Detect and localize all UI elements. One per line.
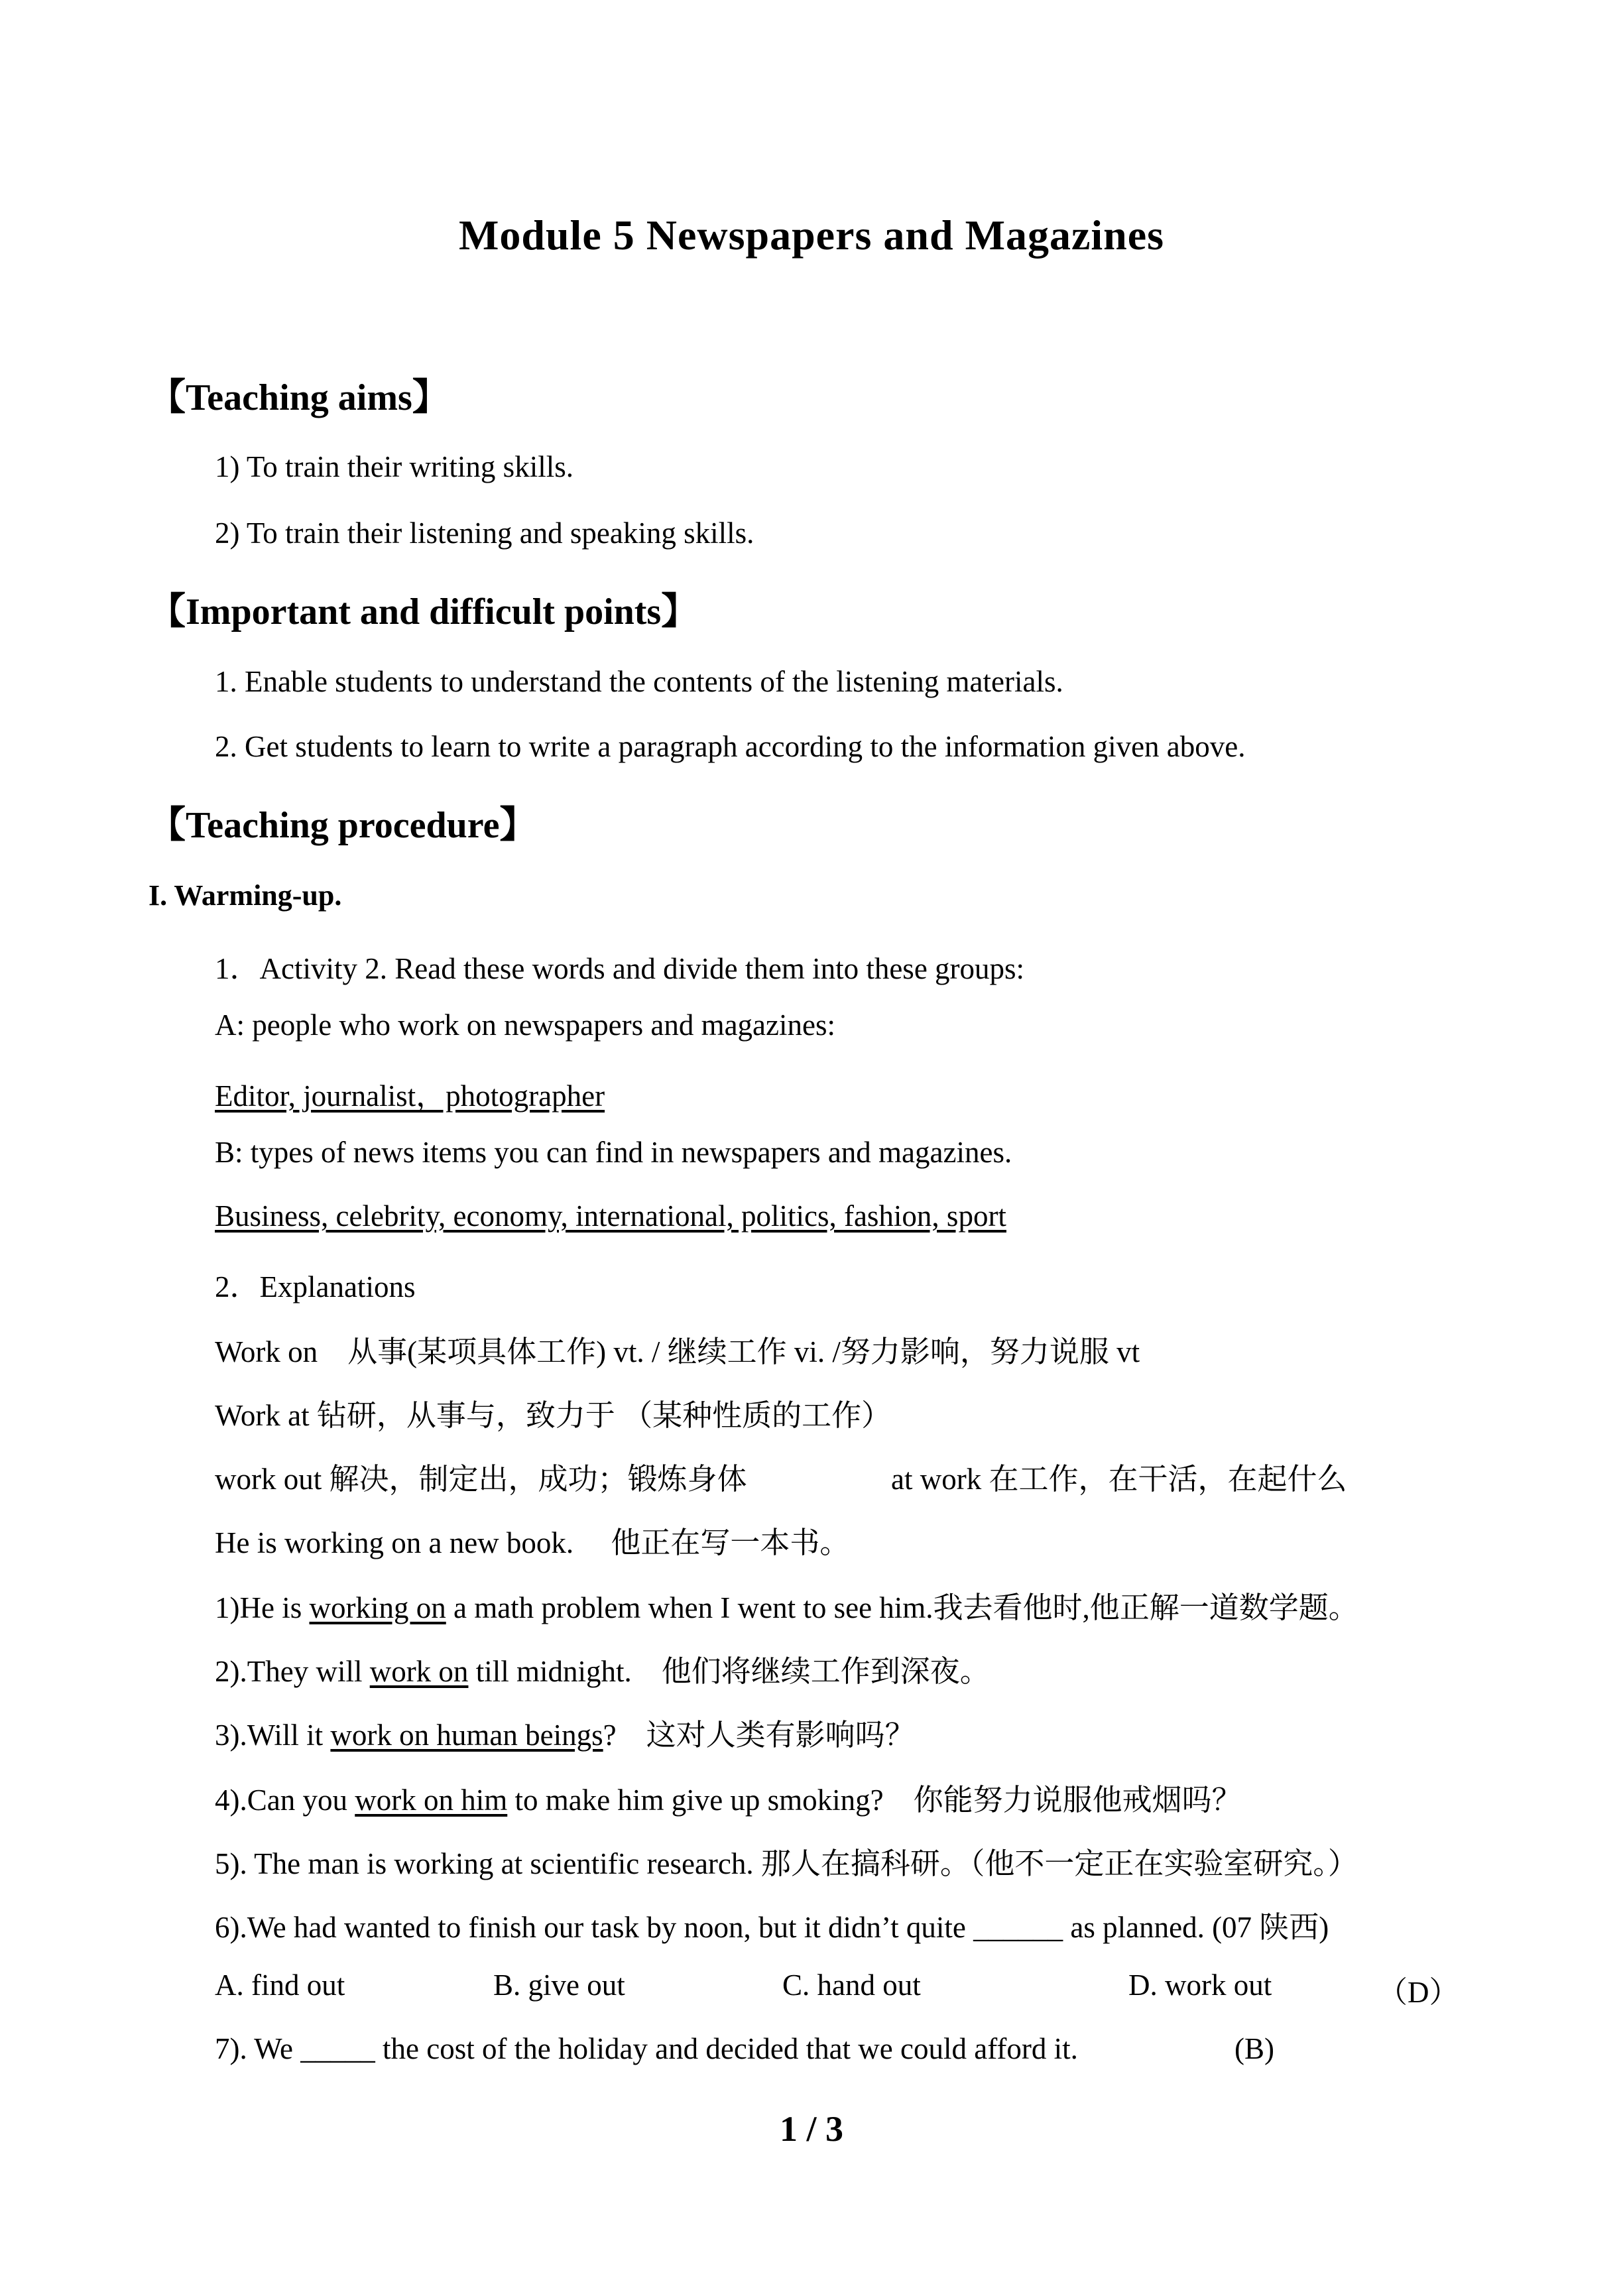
warming-up-heading: I. Warming-up. xyxy=(149,879,342,912)
example-5: 5). The man is working at scientific research. 那人在搞科研。（他不一定正在实验室研究。） xyxy=(215,1847,1358,1880)
answer-7: (B) xyxy=(1234,2032,1274,2065)
teaching-procedure-heading: 【Teaching procedure】 xyxy=(149,805,537,846)
teaching-aims-heading: 【Teaching aims】 xyxy=(149,377,450,418)
explanation-example: He is working on a new book. 他正在写一本书。 xyxy=(215,1526,850,1559)
explanation-work-out: work out 解决，制定出，成功；锻炼身体 xyxy=(215,1463,747,1496)
explanation-work-at: Work at 钻研，从事与，致力于 （某种性质的工作） xyxy=(215,1399,892,1432)
option-d: D. work out xyxy=(1128,1968,1272,2002)
explanations-heading: 2．Explanations xyxy=(215,1270,416,1303)
example-6: 6).We had wanted to finish our task by noon, but it didn’t quite ______ as planned. (07 陕西) xyxy=(215,1911,1329,1944)
point-item-2: 2. Get students to learn to write a paragraph according to the information given above. xyxy=(215,730,1246,763)
answer-6: （D） xyxy=(1378,1976,1459,2009)
group-a-words: Editor, journalist，photographer xyxy=(215,1079,605,1113)
example-7: 7). We _____ the cost of the holiday and decided that we could afford it. xyxy=(215,2032,1078,2065)
explanation-work-on: Work on 从事(某项具体工作) vt. / 继续工作 vi. /努力影响，努力说服 vt xyxy=(215,1335,1140,1368)
option-b: B. give out xyxy=(493,1968,625,2002)
group-b-line: B: types of news items you can find in newspapers and magazines. xyxy=(215,1136,1012,1169)
example-2: 2).They will work on till midnight. 他们将继续工作到深夜。 xyxy=(215,1655,990,1688)
option-a: A. find out xyxy=(215,1968,345,2002)
aim-item-2: 2) To train their listening and speaking skills. xyxy=(215,516,754,550)
aim-item-1: 1) To train their writing skills. xyxy=(215,450,573,483)
example-4: 4).Can you work on him to make him give up smoking? 你能努力说服他戒烟吗？ xyxy=(215,1783,1242,1817)
page-number: 1 / 3 xyxy=(779,2109,843,2149)
group-b-words: Business, celebrity, economy, international, politics, fashion, sport xyxy=(215,1199,1006,1233)
example-3: 3).Will it work on human beings? 这对人类有影响吗？ xyxy=(215,1719,915,1752)
example-1: 1)He is working on a math problem when I went to see him.我去看他时,他正解一道数学题。 xyxy=(215,1591,1358,1624)
important-points-heading: 【Important and difficult points】 xyxy=(149,591,699,633)
page-title: Module 5 Newspapers and Magazines xyxy=(458,211,1165,259)
point-item-1: 1. Enable students to understand the contents of the listening materials. xyxy=(215,665,1063,698)
group-a-line: A: people who work on newspapers and magazines: xyxy=(215,1008,835,1042)
activity-line: 1．Activity 2. Read these words and divide them into these groups: xyxy=(215,952,1025,985)
explanation-at-work: at work 在工作，在干活，在起什么 xyxy=(891,1463,1347,1496)
option-c: C. hand out xyxy=(782,1968,921,2002)
